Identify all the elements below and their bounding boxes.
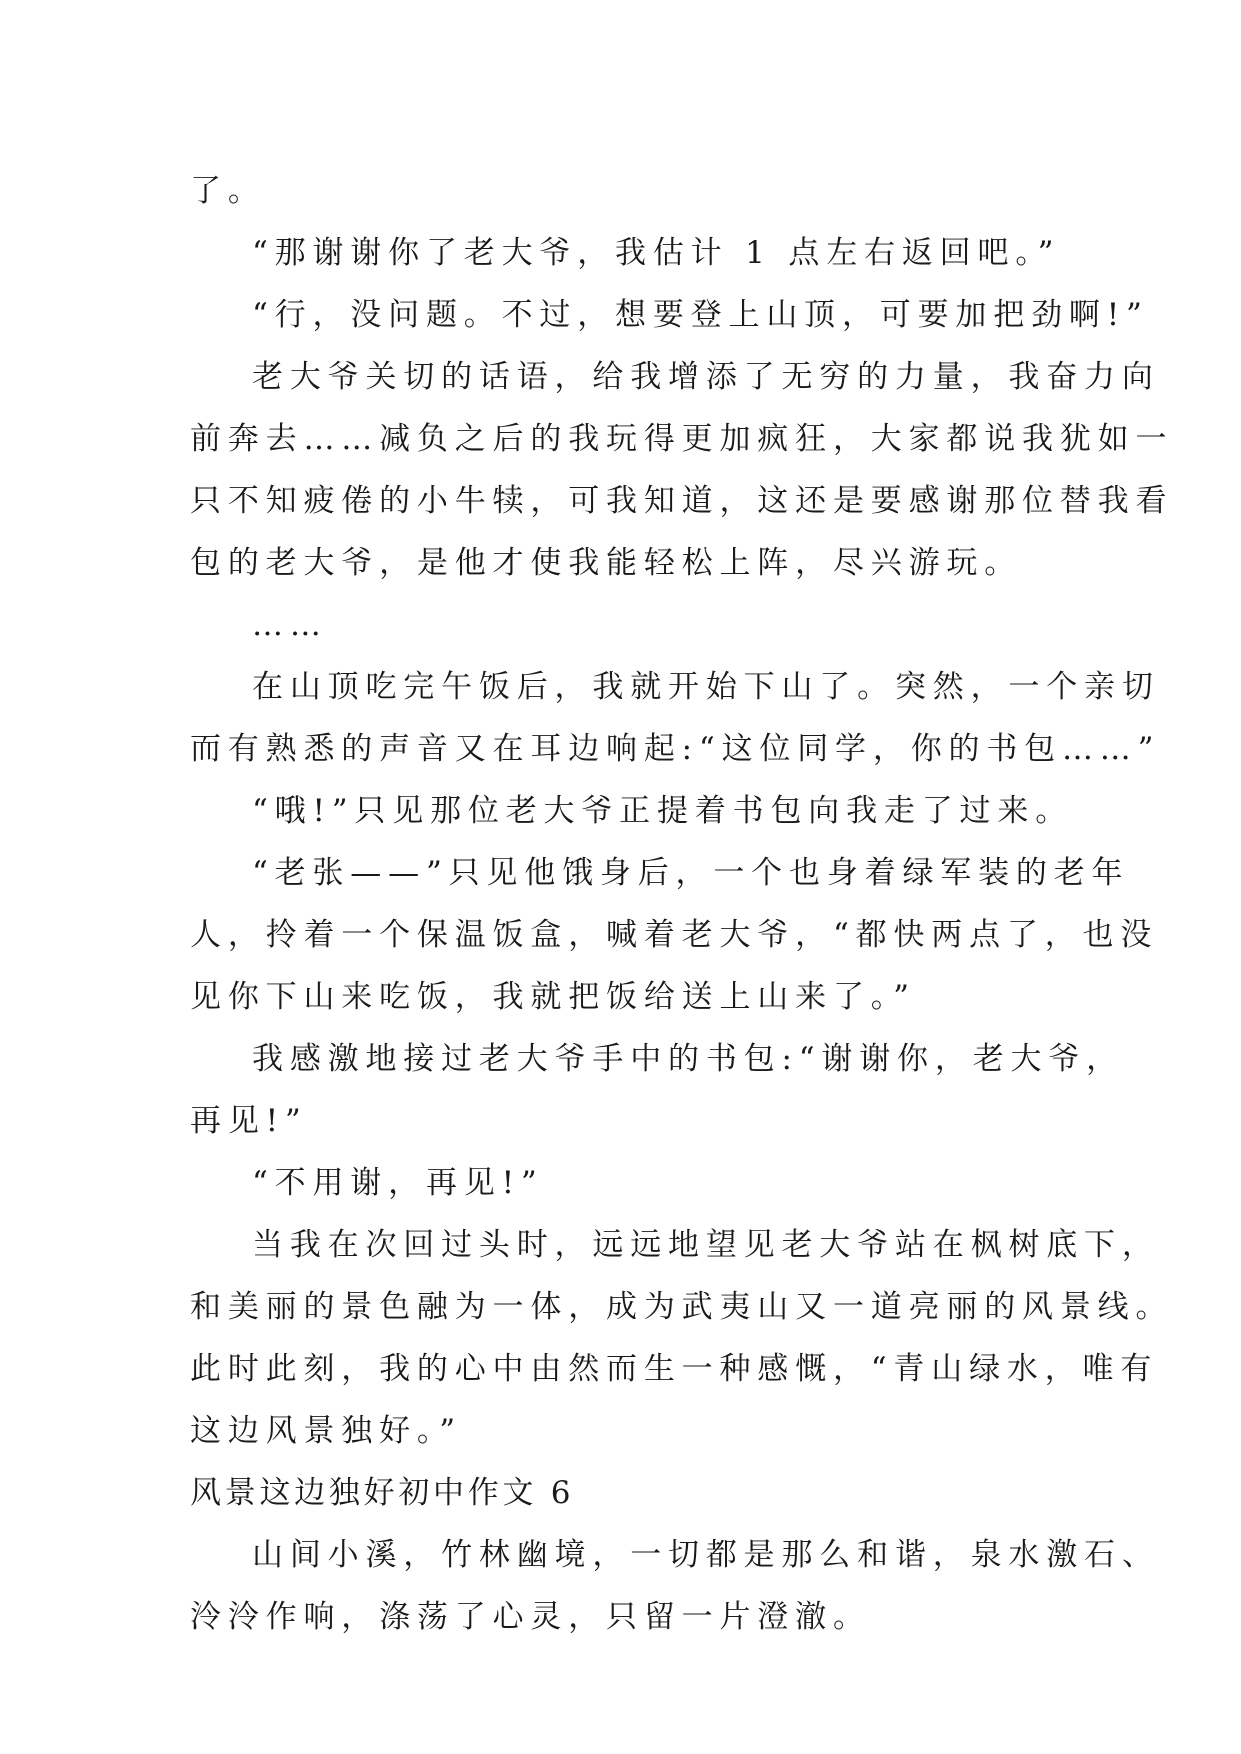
text-line: 再见!” <box>190 1103 308 1139</box>
text-line: 我感激地接过老大爷手中的书包:“谢谢你，老大爷， <box>252 1041 1124 1077</box>
text-line: 了。 <box>190 173 266 209</box>
text-line: 和美丽的景色融为一体，成为武夷山又一道亮丽的风景线。 <box>190 1289 1174 1325</box>
text-line: 当我在次回过头时，远远地望见老大爷站在枫树底下， <box>252 1227 1160 1263</box>
section-heading: 风景这边独好初中作文 6 <box>190 1475 575 1511</box>
text-line: 见你下山来吃饭，我就把饭给送上山来了。” <box>190 979 916 1015</box>
text-line: 而有熟悉的声音又在耳边响起:“这位同学，你的书包……” <box>190 731 1161 767</box>
text-line: 在山顶吃完午饭后，我就开始下山了。突然，一个亲切 <box>252 669 1160 705</box>
text-line: 老大爷关切的话语，给我增添了无穷的力量，我奋力向 <box>252 359 1160 395</box>
text-line: 此时此刻，我的心中由然而生一种感慨，“青山绿水，唯有 <box>190 1351 1159 1387</box>
text-line: 包的老大爷，是他才使我能轻松上阵，尽兴游玩。 <box>190 545 1023 581</box>
text-line: “哦!”只见那位老大爷正提着书包向我走了过来。 <box>252 793 1074 829</box>
text-line: “不用谢，再见!” <box>252 1165 544 1201</box>
text-line: 山间小溪，竹林幽境，一切都是那么和谐，泉水激石、 <box>252 1537 1160 1573</box>
document-page <box>190 160 1174 1648</box>
text-line: …… <box>252 607 328 643</box>
text-line: 只不知疲倦的小牛犊，可我知道，这还是要感谢那位替我看 <box>190 483 1174 519</box>
text-line: 人，拎着一个保温饭盒，喊着老大爷，“都快两点了，也没 <box>190 917 1159 953</box>
text-line: 泠泠作响，涤荡了心灵，只留一片澄澈。 <box>190 1599 871 1635</box>
text-line: “老张——”只见他饿身后，一个也身着绿军装的老年 <box>252 855 1130 891</box>
text-line: “那谢谢你了老大爷，我估计 1 点左右返回吧。” <box>252 235 1061 271</box>
text-line: “行，没问题。不过，想要登上山顶，可要加把劲啊!” <box>252 297 1149 333</box>
text-line: 前奔去……减负之后的我玩得更加疯狂，大家都说我犹如一 <box>190 421 1174 457</box>
text-line: 这边风景独好。” <box>190 1413 462 1449</box>
